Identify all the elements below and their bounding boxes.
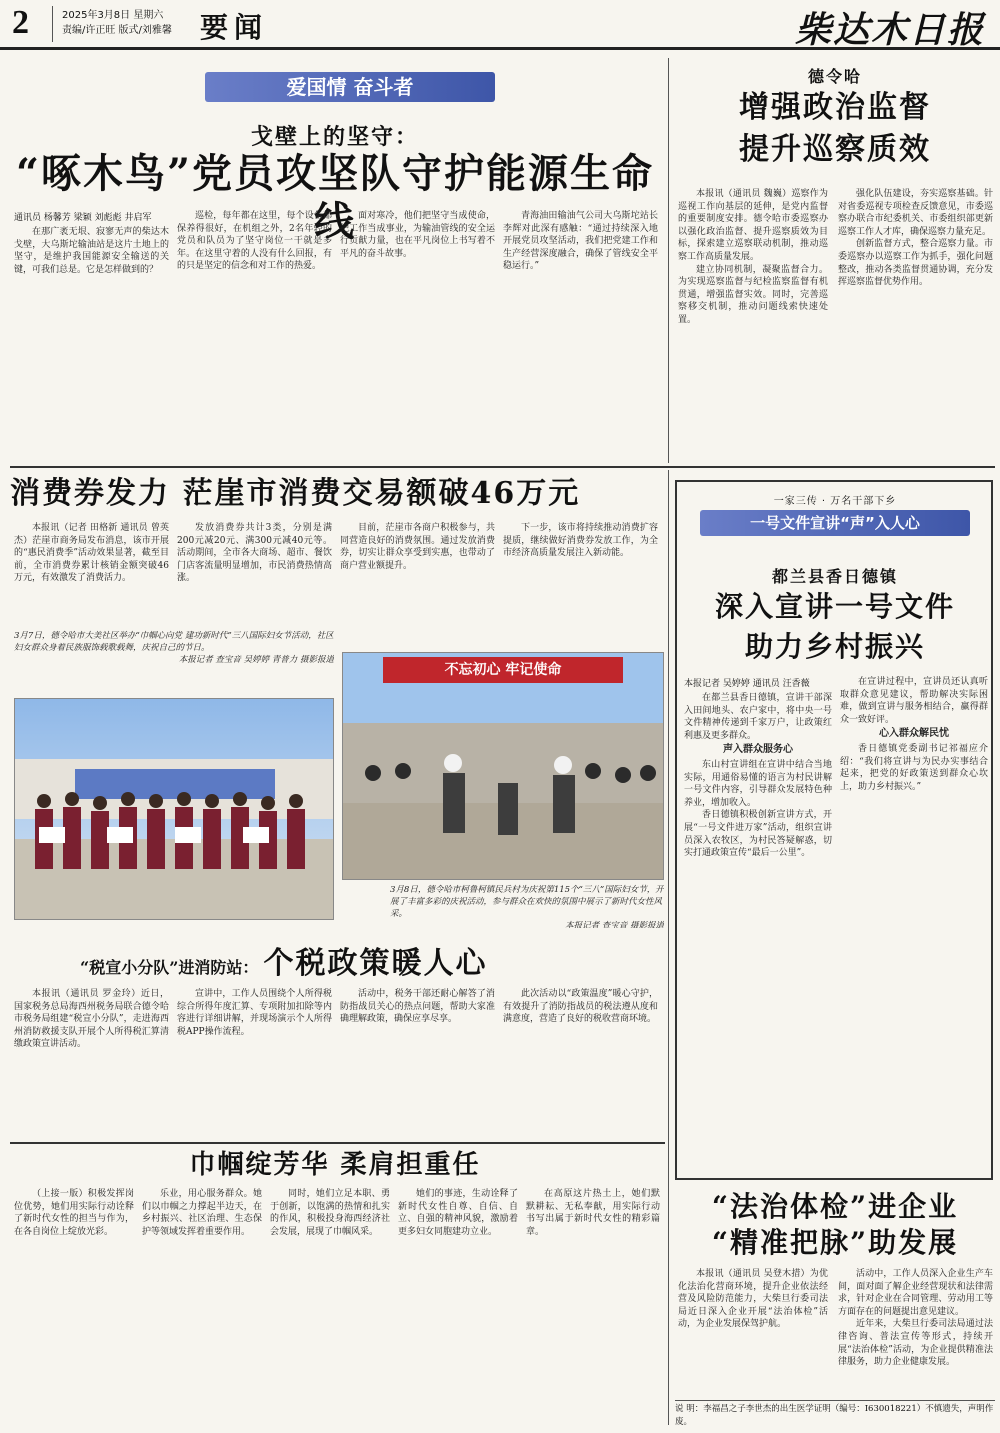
photo1-caption: [14, 630, 334, 692]
article2-paragraph: 本报讯（通讯员 魏巍）巡察作为巡视工作向基层的延伸，是党内监督的重要制度安排。德令哈市委巡察办以强化政治监督、提升巡察质效为目标，探索建立巡察联动机制，推动巡察工作高质量发展。: [678, 189, 828, 262]
article3-col4: [503, 522, 658, 622]
article3-headline: 消费券发力 茫崖市消费交易额破46万元: [10, 476, 581, 511]
article3-col1: [14, 522, 169, 622]
article6-col5: [526, 1188, 660, 1426]
article5-title: [80, 938, 660, 982]
header-date: 2025年3月8日 星期六: [62, 10, 164, 21]
notice-footer: 说 明：李福昌之子李世杰的出生医学证明（编号：I630018221）不慎遗失，声明作废。: [675, 1400, 995, 1428]
article6-col3: [270, 1188, 390, 1426]
article4-paragraph: 东山村宣讲组在宣讲中结合当地实际，用通俗易懂的语言为村民讲解一号文件内容，引导群众发展特色种养业，增加收入。: [684, 759, 832, 808]
article1-col1: [14, 226, 169, 458]
group-photo-illustration: [15, 699, 334, 920]
article6-paragraph: 同时，她们立足本职、勇于创新，以饱满的热情和扎实的作风，积极投身海西经济社会发展，展现了巾帼风采。: [270, 1189, 390, 1237]
article7-headline-line1: “法治体检”进企业: [711, 1190, 959, 1223]
article6-col2: [142, 1188, 262, 1426]
article1-kicker: 戈壁上的坚守：: [250, 124, 419, 150]
article3-paragraph: 发放消费券共计3类，分别是满200元减20元、满300元减40元等。活动期间，全市各大商场、超市、餐饮门店客流量明显增加，市民消费热情高涨。: [177, 523, 332, 584]
photo2-credit: 本报记者 查宝音 摄影报道: [565, 921, 664, 928]
article4-paragraph: 香日德镇党委副书记祁福应介绍：“我们将宣讲与为民办实事结合起来，把党的好政策送到群众心坎上，助力乡村振兴。”: [840, 743, 988, 792]
article7-col2: [838, 1268, 993, 1398]
article6-headline: 巾帼绽芳华 柔肩担重任: [189, 1150, 481, 1180]
article6-paragraph: 她们的事迹，生动诠释了新时代女性自尊、自信、自立、自强的精神风貌，激励着更多妇女同胞建功立业。: [398, 1189, 518, 1237]
article5-paragraph: 活动中，税务干部还耐心解答了消防指战员关心的热点问题，帮助大家准确理解政策，确保应享尽享。: [340, 989, 495, 1025]
article6-col1: [14, 1188, 134, 1426]
article4-paragraph: 在宣讲过程中，宣讲员还认真听取群众意见建议，帮助解决实际困难，做到宣讲与服务相结合，赢得群众一致好评。: [840, 677, 988, 725]
photo1-credit: 本报记者 查宝音 吴婷婷 青普力 摄影报道: [178, 655, 334, 665]
article7-col1: [678, 1268, 828, 1398]
photo2-banner-text: 不忘初心 牢记使命: [444, 662, 562, 678]
column-divider: [668, 470, 669, 1425]
article2-kicker: 德令哈: [807, 67, 862, 86]
article1-headline: “啄木鸟”党员攻坚队守护能源生命线: [15, 150, 654, 245]
photo2-image: [342, 652, 664, 880]
article2-col2: [838, 188, 993, 460]
section-divider: [10, 466, 995, 468]
article1-banner: 爱国情 奋斗者: [205, 72, 495, 102]
article1-col2: [177, 210, 332, 458]
article5-kicker: “税宣小分队”进消防站：: [80, 958, 259, 977]
article4-headline-line2: 助力乡村振兴: [744, 630, 925, 663]
article5-headline: 个税政策暖人心: [263, 946, 488, 981]
photo1-image: [14, 698, 334, 920]
article5-col4: [503, 988, 658, 1136]
article4-headline-line1: 深入宣讲一号文件: [714, 590, 955, 623]
article1-paragraph: 在那广袤无垠、寂寥无声的柴达木戈壁，大乌斯坨输油站是这片土地上的坚守，是维护我国能源安全输送的关键，可我们总是。它是怎样做到的？: [14, 227, 169, 275]
article2-paragraph: 强化队伍建设，夯实巡察基础。针对省委巡视专项检查反馈意见，市委巡察办联合市纪委机关、市委组织部更新巡察工作人才库，确保巡察力量充足。: [838, 189, 993, 237]
article7-paragraph: 近年来，大柴旦行委司法局通过法律咨询、普法宣传等形式，持续开展“法治体检”活动，为企业提供精准法律服务，助力企业健康发展。: [838, 1319, 993, 1368]
header-meta: [62, 8, 172, 38]
article6-col4: [398, 1188, 518, 1426]
article4-subhead2: 心入群众解民忧: [879, 728, 949, 740]
article5-col1: [14, 988, 169, 1136]
article4-banner-top: 一家三传 · 万名干部下乡: [773, 496, 897, 507]
article1-paragraph: 青海油田输油气公司大乌斯坨站长李辉对此深有感触：“通过持续深入地开展党员攻坚活动，我们把党建工作和生产经营深度融合，确保了管线安全平稳运行。”: [503, 211, 658, 272]
article4-byline: 本报记者 吴婷婷 通讯员 汪香薇: [684, 679, 810, 689]
article4-col2: [840, 676, 988, 1172]
article4-paragraph: 在都兰县香日德镇，宣讲干部深入田间地头、农户家中，将中央一号文件精神传递到千家万户，让政策红利惠及更多群众。: [684, 693, 832, 741]
article2-headline-line2: 提升巡察质效: [739, 132, 931, 167]
photo2-caption-text: 3月8日，德令哈市柯鲁柯镇民兵村为庆祝第115个“三八”国际妇女节，开展了丰富多彩的庆祝活动，参与群众在欢快的氛围中展示了新时代女性风采。: [390, 885, 664, 919]
article3-paragraph: 本报讯（记者 田格新 通讯员 曾英杰）茫崖市商务局发布消息，该市开展的“惠民消费季”活动效果显著，截至目前，全市消费券累计核销金额突破46万元，有效激发了消费活力。: [14, 523, 169, 584]
article6-paragraph: 乐业，用心服务群众。她们以巾帼之力撑起半边天，在乡村振兴、社区治理、生态保护等领域发挥着重要作用。: [142, 1189, 262, 1237]
article5-col3: [340, 988, 495, 1136]
article5-col2: [177, 988, 332, 1136]
article7-headline-line2: “精准把脉”助发展: [711, 1226, 959, 1259]
article6-paragraph: 在高原这片热土上，她们默默耕耘、无私奉献，用实际行动书写出属于新时代女性的精彩篇章。: [526, 1189, 660, 1237]
article4-subhead1: 声入群众服务心: [723, 744, 793, 756]
article4-paragraph: 香日德镇积极创新宣讲方式，开展“一号文件进万家”活动，组织宣讲员深入农牧区，为村民答疑解惑，切实打通政策宣传“最后一公里”。: [684, 810, 832, 859]
article2-headline-line1: 增强政治监督: [739, 90, 931, 125]
article7-paragraph: 活动中，工作人员深入企业生产车间，面对面了解企业经营现状和法律需求，针对企业在合同管理、劳动用工等方面存在的问题提出意见建议。: [838, 1269, 993, 1317]
article1-col3: [340, 210, 495, 458]
article5-paragraph: 宣讲中，工作人员围绕个人所得税综合所得年度汇算、专项附加扣除等内容进行详细讲解，并现场演示个人所得税APP操作流程。: [177, 989, 332, 1037]
section-title: 要闻: [200, 11, 269, 44]
page-number: 2: [12, 4, 29, 41]
article2-paragraph: 建立协同机制，凝聚监督合力。为实现巡察监督与纪检监察监督有机贯通，增强监督实效。同时，完善巡察移交机制，推动问题线索快速处置。: [678, 264, 828, 325]
column-divider: [668, 58, 669, 463]
article4-kicker: 都兰县香日德镇: [771, 567, 898, 586]
photo1-caption-text: 3月7日，德令哈市大美社区举办“巾帼心向党 建功新时代”三八国际妇女节活动，社区妇女群众身着民族服饰载歌载舞，庆祝自己的节日。: [14, 631, 334, 653]
dance-photo-illustration: [343, 653, 664, 880]
article5-paragraph: 本报讯（通讯员 罗金玲）近日，国家税务总局海西州税务局联合德令哈市税务局组建“税宣小分队”，走进海西州消防救援支队开展个人所得税汇算清缴政策宣讲活动。: [14, 989, 169, 1050]
masthead: [0, 0, 1000, 50]
article6-paragraph: （上接一版）积极发挥岗位优势，她们用实际行动诠释了新时代女性的担当与作为，在各自岗位上绽放光彩。: [14, 1189, 134, 1237]
article5-paragraph: 此次活动以“政策温度”暖心守护，有效提升了消防指战员的税法遵从度和满意度，营造了良好的税收营商环境。: [503, 989, 658, 1025]
article3-paragraph: 下一步，该市将持续推动消费扩容提质，继续做好消费券发放工作，为全市经济高质量发展注入新动能。: [503, 523, 658, 559]
article1-col4: [503, 210, 658, 458]
article3-col3: [340, 522, 495, 622]
photo2-caption: [390, 884, 664, 928]
article4-col1: [684, 692, 832, 1172]
article1-paragraph: 巡检，每年都在这里，每个设备都保养得很好，在机组之外，2名年轻的党员和队员为了坚守岗位一干就是多年。在这里守着的人没有什么回报，有的只是坚定的信念和对工作的热爱。: [177, 211, 332, 272]
header-divider: [52, 6, 53, 42]
article2-paragraph: 创新监督方式，整合巡察力量。市委巡察办以巡察工作为抓手，强化问题整改，推动各类监督贯通协调，充分发挥巡察监督优势作用。: [838, 239, 993, 288]
article4-banner: 一号文件宣讲“声”入人心: [700, 510, 970, 536]
header-editors: 责编/许正旺 版式/刘雅馨: [62, 25, 172, 36]
article1-paragraph: 面对寒冷，他们把坚守当成使命，把工作当成事业，为输油管线的安全运行贡献力量，也在平凡岗位上书写着不平凡的奋斗故事。: [340, 211, 495, 259]
article1-byline: 通讯员 杨馨芳 梁颖 刘彪彪 井启军: [14, 213, 152, 223]
article3-col2: [177, 522, 332, 622]
newspaper-logo: 柴达木日报: [795, 9, 986, 51]
section-divider: [10, 1142, 665, 1144]
article3-paragraph: 目前，茫崖市各商户积极参与，共同营造良好的消费氛围。通过发放消费券，切实让群众享受到实惠，也带动了商户营业额提升。: [340, 523, 495, 571]
article2-col1: [678, 188, 828, 460]
article7-paragraph: 本报讯（通讯员 吴登木措）为优化法治化营商环境，提升企业依法经营及风险防范能力，大柴旦行委司法局近日深入企业开展“法治体检”活动，为企业发展保驾护航。: [678, 1269, 828, 1330]
